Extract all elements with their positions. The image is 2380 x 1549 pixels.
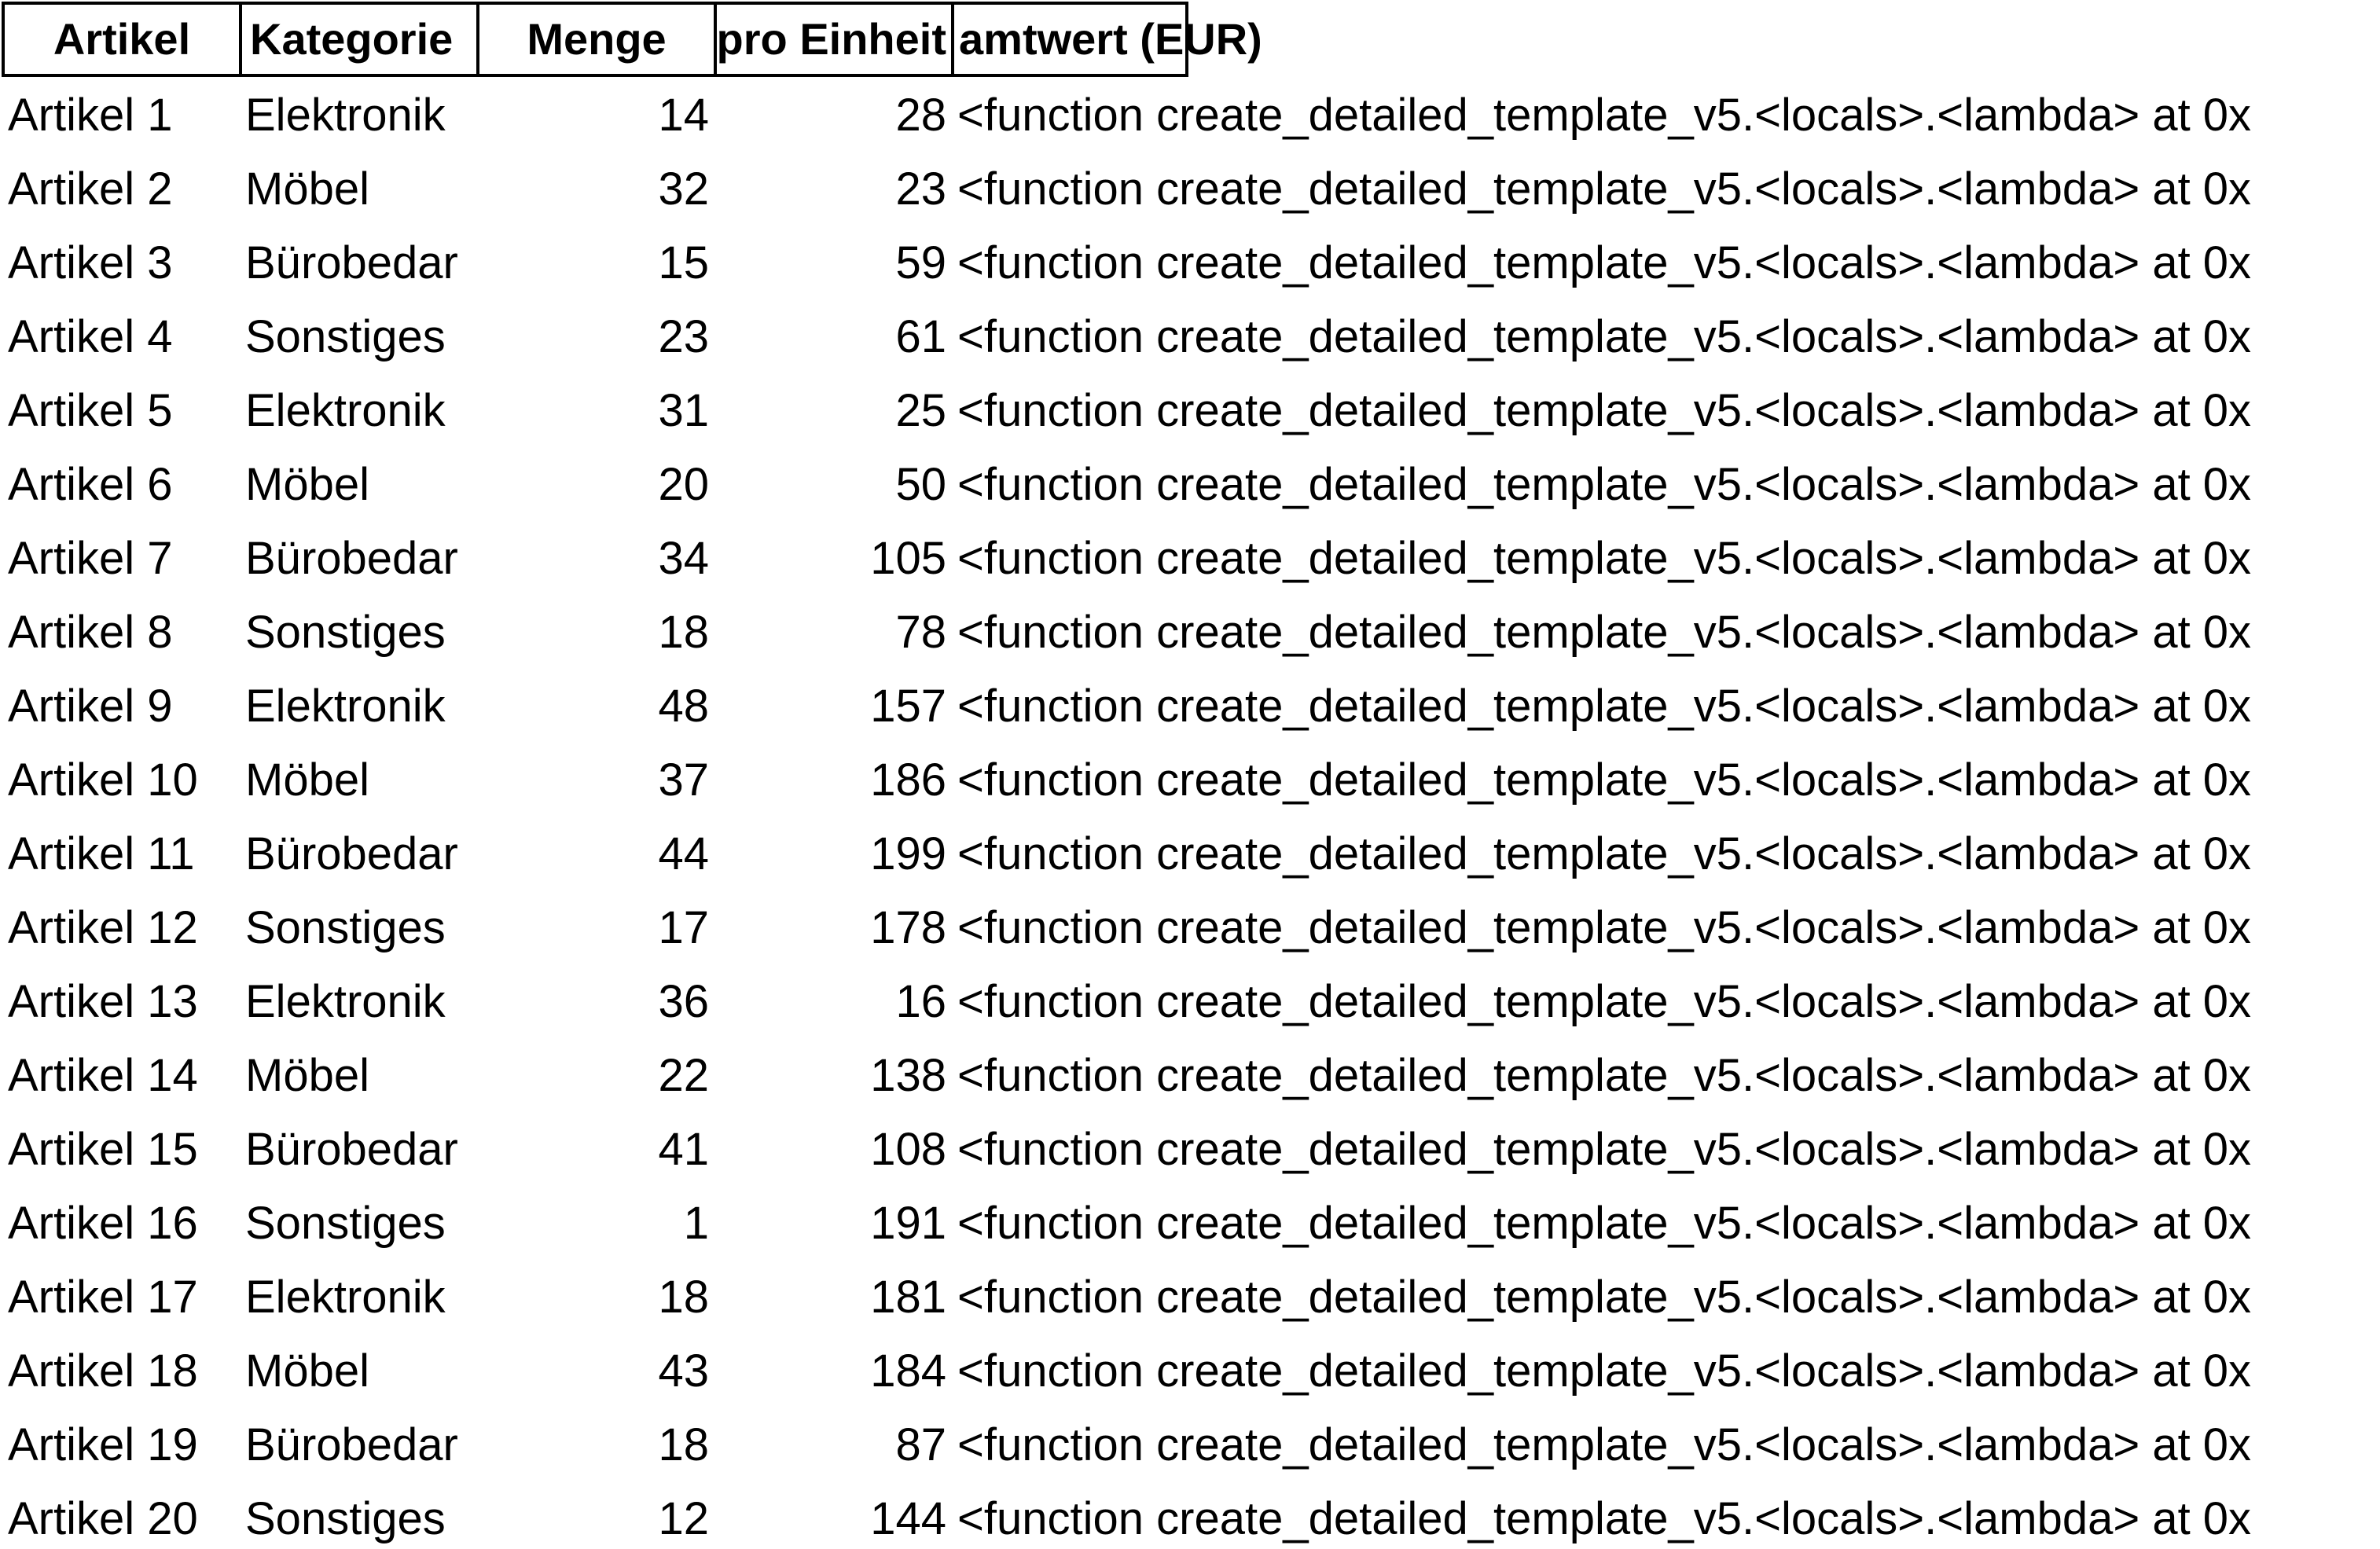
- cell-artikel[interactable]: Artikel 15: [8, 1124, 198, 1175]
- cell-preis[interactable]: 23: [895, 163, 946, 215]
- cell-kategorie[interactable]: Bürobedar: [245, 1419, 458, 1470]
- header-preis-pro-einheit[interactable]: [714, 2, 951, 77]
- table-row: [0, 374, 2380, 448]
- cell-menge[interactable]: 37: [658, 754, 709, 806]
- cell-preis[interactable]: 199: [870, 828, 946, 879]
- cell-preis[interactable]: 50: [895, 459, 946, 510]
- header-kategorie[interactable]: [239, 2, 476, 77]
- table-row: [0, 965, 2380, 1039]
- cell-gesamtwert[interactable]: <function create_detailed_template_v5.<locals>.<lambda> at 0x: [957, 385, 2252, 436]
- table-row: [0, 1113, 2380, 1187]
- header-artikel[interactable]: [2, 2, 239, 77]
- cell-kategorie[interactable]: Sonstiges: [245, 1493, 446, 1544]
- cell-preis[interactable]: 87: [895, 1419, 946, 1470]
- cell-preis[interactable]: 105: [870, 533, 946, 584]
- cell-preis[interactable]: 181: [870, 1272, 946, 1323]
- cell-preis[interactable]: 78: [895, 607, 946, 658]
- table-row: [0, 1039, 2380, 1113]
- cell-preis[interactable]: 178: [870, 902, 946, 953]
- cell-kategorie[interactable]: Elektronik: [245, 90, 446, 141]
- cell-preis[interactable]: 157: [870, 681, 946, 732]
- table-row: [0, 79, 2380, 152]
- cell-preis[interactable]: 191: [870, 1198, 946, 1249]
- cell-gesamtwert[interactable]: <function create_detailed_template_v5.<locals>.<lambda> at 0x: [957, 311, 2252, 362]
- cell-gesamtwert[interactable]: <function create_detailed_template_v5.<locals>.<lambda> at 0x: [957, 902, 2252, 953]
- cell-artikel[interactable]: Artikel 6: [8, 459, 173, 510]
- cell-gesamtwert[interactable]: <function create_detailed_template_v5.<locals>.<lambda> at 0x: [957, 1345, 2252, 1397]
- table-row: [0, 1334, 2380, 1408]
- cell-gesamtwert[interactable]: <function create_detailed_template_v5.<locals>.<lambda> at 0x: [957, 533, 2252, 584]
- cell-kategorie[interactable]: Sonstiges: [245, 311, 446, 362]
- cell-menge[interactable]: 17: [658, 902, 709, 953]
- cell-menge[interactable]: 32: [658, 163, 709, 215]
- cell-kategorie[interactable]: Bürobedar: [245, 533, 458, 584]
- cell-artikel[interactable]: Artikel 7: [8, 533, 173, 584]
- cell-kategorie[interactable]: Sonstiges: [245, 902, 446, 953]
- cell-gesamtwert[interactable]: <function create_detailed_template_v5.<locals>.<lambda> at 0x: [957, 1419, 2252, 1470]
- table-row: [0, 670, 2380, 743]
- cell-menge[interactable]: 18: [658, 1419, 709, 1470]
- cell-artikel[interactable]: Artikel 14: [8, 1050, 198, 1101]
- header-artikel-label: Artikel: [53, 14, 191, 64]
- cell-menge[interactable]: 36: [658, 976, 709, 1027]
- cell-menge[interactable]: 1: [683, 1198, 709, 1249]
- table-row: [0, 300, 2380, 374]
- cell-gesamtwert[interactable]: <function create_detailed_template_v5.<locals>.<lambda> at 0x: [957, 1272, 2252, 1323]
- cell-preis[interactable]: 184: [870, 1345, 946, 1397]
- cell-gesamtwert[interactable]: <function create_detailed_template_v5.<locals>.<lambda> at 0x: [957, 1124, 2252, 1175]
- cell-menge[interactable]: 20: [658, 459, 709, 510]
- cell-artikel[interactable]: Artikel 19: [8, 1419, 198, 1470]
- cell-gesamtwert[interactable]: <function create_detailed_template_v5.<locals>.<lambda> at 0x: [957, 459, 2252, 510]
- cell-kategorie[interactable]: Elektronik: [245, 1272, 446, 1323]
- cell-menge[interactable]: 18: [658, 1272, 709, 1323]
- cell-artikel[interactable]: Artikel 2: [8, 163, 173, 215]
- cell-preis[interactable]: 25: [895, 385, 946, 436]
- cell-artikel[interactable]: Artikel 12: [8, 902, 198, 953]
- cell-kategorie[interactable]: Möbel: [245, 1345, 369, 1397]
- cell-kategorie[interactable]: Bürobedar: [245, 237, 458, 288]
- cell-kategorie[interactable]: Elektronik: [245, 385, 446, 436]
- cell-kategorie[interactable]: Möbel: [245, 754, 369, 806]
- cell-kategorie[interactable]: Elektronik: [245, 681, 446, 732]
- table-row: [0, 448, 2380, 522]
- cell-menge[interactable]: 15: [658, 237, 709, 288]
- table-row: [0, 226, 2380, 300]
- cell-kategorie[interactable]: Bürobedar: [245, 828, 458, 879]
- table-row: [0, 1261, 2380, 1334]
- cell-gesamtwert[interactable]: <function create_detailed_template_v5.<locals>.<lambda> at 0x: [957, 90, 2252, 141]
- cell-menge[interactable]: 31: [658, 385, 709, 436]
- cell-gesamtwert[interactable]: <function create_detailed_template_v5.<locals>.<lambda> at 0x: [957, 237, 2252, 288]
- cell-artikel[interactable]: Artikel 3: [8, 237, 173, 288]
- cell-gesamtwert[interactable]: <function create_detailed_template_v5.<locals>.<lambda> at 0x: [957, 607, 2252, 658]
- cell-kategorie[interactable]: Sonstiges: [245, 1198, 446, 1249]
- table-row: [0, 743, 2380, 817]
- header-menge-label: Menge: [527, 14, 667, 64]
- cell-kategorie[interactable]: Bürobedar: [245, 1124, 458, 1175]
- cell-preis[interactable]: 28: [895, 90, 946, 141]
- cell-menge[interactable]: 14: [658, 90, 709, 141]
- table-row: [0, 152, 2380, 226]
- table-row: [0, 891, 2380, 965]
- cell-kategorie[interactable]: Möbel: [245, 163, 369, 215]
- header-menge[interactable]: [476, 2, 714, 77]
- cell-artikel[interactable]: Artikel 11: [8, 828, 195, 879]
- cell-menge[interactable]: 34: [658, 533, 709, 584]
- cell-menge[interactable]: 41: [658, 1124, 709, 1175]
- cell-gesamtwert[interactable]: <function create_detailed_template_v5.<locals>.<lambda> at 0x: [957, 1198, 2252, 1249]
- header-gesamtwert[interactable]: [951, 2, 1262, 77]
- cell-artikel[interactable]: Artikel 4: [8, 311, 173, 362]
- cell-preis[interactable]: 61: [895, 311, 946, 362]
- table-row: [0, 522, 2380, 596]
- cell-preis[interactable]: 186: [870, 754, 946, 806]
- cell-artikel[interactable]: Artikel 8: [8, 607, 173, 658]
- cell-menge[interactable]: 22: [658, 1050, 709, 1101]
- cell-menge[interactable]: 43: [658, 1345, 709, 1397]
- cell-kategorie[interactable]: Sonstiges: [245, 607, 446, 658]
- cell-preis[interactable]: 59: [895, 237, 946, 288]
- cell-kategorie[interactable]: Elektronik: [245, 976, 446, 1027]
- cell-preis[interactable]: 138: [870, 1050, 946, 1101]
- table-row: [0, 1408, 2380, 1482]
- cell-artikel[interactable]: Artikel 20: [8, 1493, 198, 1544]
- cell-preis[interactable]: 16: [895, 976, 946, 1027]
- table-row: [0, 596, 2380, 670]
- cell-preis[interactable]: 144: [870, 1493, 946, 1544]
- cell-gesamtwert[interactable]: <function create_detailed_template_v5.<locals>.<lambda> at 0x: [957, 754, 2252, 806]
- cell-gesamtwert[interactable]: <function create_detailed_template_v5.<locals>.<lambda> at 0x: [957, 1050, 2252, 1101]
- header-gesamtwert-label: amtwert (EUR): [959, 14, 1262, 64]
- cell-gesamtwert[interactable]: <function create_detailed_template_v5.<locals>.<lambda> at 0x: [957, 828, 2252, 879]
- table-row: [0, 1482, 2380, 1549]
- cell-gesamtwert[interactable]: <function create_detailed_template_v5.<locals>.<lambda> at 0x: [957, 976, 2252, 1027]
- cell-menge[interactable]: 44: [658, 828, 709, 879]
- cell-menge[interactable]: 48: [658, 681, 709, 732]
- cell-artikel[interactable]: Artikel 5: [8, 385, 173, 436]
- header-kategorie-label: Kategorie: [250, 14, 454, 64]
- cell-kategorie[interactable]: Möbel: [245, 459, 369, 510]
- cell-menge[interactable]: 23: [658, 311, 709, 362]
- table-row: [0, 817, 2380, 891]
- cell-artikel[interactable]: Artikel 9: [8, 681, 173, 732]
- cell-preis[interactable]: 108: [870, 1124, 946, 1175]
- table-row: [0, 1187, 2380, 1261]
- cell-artikel[interactable]: Artikel 18: [8, 1345, 198, 1397]
- cell-gesamtwert[interactable]: <function create_detailed_template_v5.<locals>.<lambda> at 0x: [957, 1493, 2252, 1544]
- cell-kategorie[interactable]: Möbel: [245, 1050, 369, 1101]
- cell-artikel[interactable]: Artikel 17: [8, 1272, 198, 1323]
- cell-artikel[interactable]: Artikel 1: [8, 90, 173, 141]
- table-body: [0, 79, 2380, 1549]
- cell-artikel[interactable]: Artikel 10: [8, 754, 198, 806]
- cell-artikel[interactable]: Artikel 13: [8, 976, 198, 1027]
- cell-gesamtwert[interactable]: <function create_detailed_template_v5.<locals>.<lambda> at 0x: [957, 681, 2252, 732]
- cell-gesamtwert[interactable]: <function create_detailed_template_v5.<locals>.<lambda> at 0x: [957, 163, 2252, 215]
- cell-menge[interactable]: 12: [658, 1493, 709, 1544]
- cell-artikel[interactable]: Artikel 16: [8, 1198, 198, 1249]
- header-preis-label: pro Einheit: [716, 14, 946, 64]
- cell-menge[interactable]: 18: [658, 607, 709, 658]
